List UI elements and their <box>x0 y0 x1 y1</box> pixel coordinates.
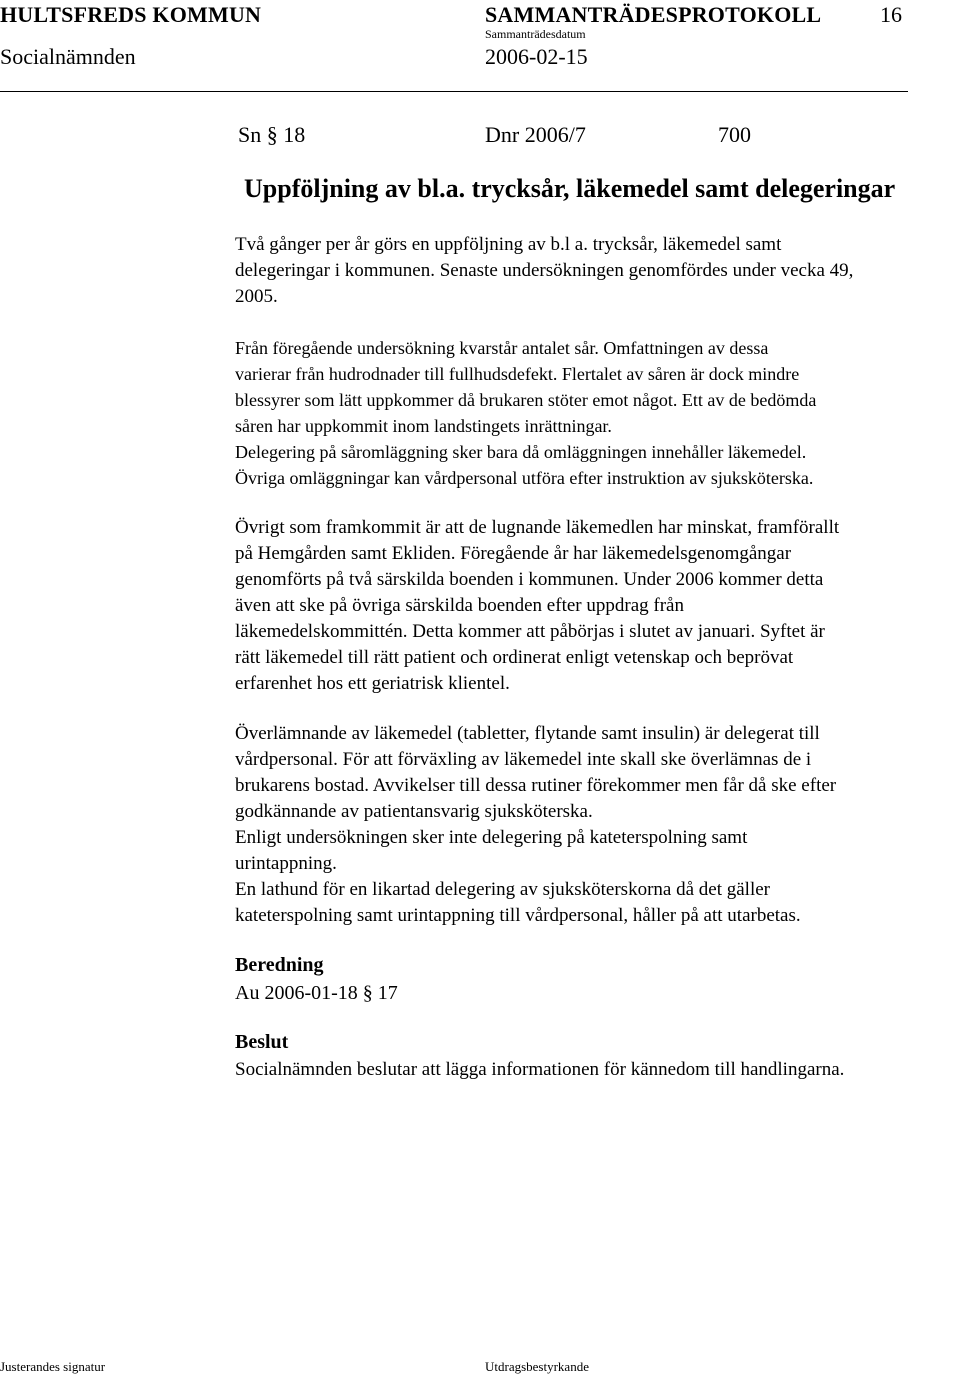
date-label: Sammanträdesdatum <box>485 27 586 41</box>
paragraph-line: genomförts på två särskilda boenden i kommunen. Under 2006 kommer detta <box>235 569 824 590</box>
paragraph-line: Från föregående undersökning kvarstår antalet sår. Omfattningen av dessa <box>235 338 769 358</box>
paragraph-line: erfarenhet hos ett geriatrisk klientel. <box>235 673 510 694</box>
paragraph-line: delegeringar i kommunen. Senaste undersökningen genomfördes under vecka 49, <box>235 260 854 281</box>
committee-name: Socialnämnden <box>0 44 136 69</box>
paragraph-line: Två gånger per år görs en uppföljning av b.l a. trycksår, läkemedel samt <box>235 234 782 255</box>
municipality-name: HULTSFREDS KOMMUN <box>0 2 262 27</box>
paragraph-line: Övriga omläggningar kan vårdpersonal utföra efter instruktion av sjuksköterska. <box>235 468 814 488</box>
diary-number: Dnr 2006/7 <box>485 122 586 147</box>
archive-code: 700 <box>718 122 751 147</box>
beslut-text: Socialnämnden beslutar att lägga informationen för kännedom till handlingarna. <box>235 1059 845 1080</box>
paragraph-line: brukarens bostad. Avvikelser till dessa rutiner förekommer men får då ske efter <box>235 775 837 796</box>
paragraph-line: såren har uppkommit inom landstingets inrättningar. <box>235 416 612 436</box>
paragraph-line: Överlämnande av läkemedel (tabletter, flytande samt insulin) är delegerat till <box>235 723 820 744</box>
paragraph-line: rätt läkemedel till rätt patient och ordinerat enligt vetenskap och beprövat <box>235 647 794 668</box>
protocol-title: SAMMANTRÄDESPROTOKOLL <box>485 2 822 27</box>
paragraph-line: vårdpersonal. För att förväxling av läkemedel inte skall ske överlämnas de i <box>235 749 812 770</box>
paragraph-line: kateterspolning samt urintappning till vårdpersonal, håller på att utarbetas. <box>235 905 801 926</box>
paragraph-line: urintappning. <box>235 853 337 874</box>
paragraph-line: läkemedelskommittén. Detta kommer att påbörjas i slutet av januari. Syftet är <box>235 621 825 642</box>
paragraph-line: Övrigt som framkommit är att de lugnande läkemedlen har minskat, framförallt <box>235 517 840 538</box>
paragraph-line: Enligt undersökningen sker inte delegering på kateterspolning samt <box>235 827 748 848</box>
meeting-date: 2006-02-15 <box>485 44 588 69</box>
paragraph-line: blessyrer som lätt uppkommer då brukaren stöter emot något. Ett av de bedömda <box>235 390 817 410</box>
beredning-heading: Beredning <box>235 954 324 976</box>
beslut-heading: Beslut <box>235 1031 289 1053</box>
page-number: 16 <box>880 2 902 27</box>
paragraph-line: även att ske på övriga särskilda boenden efter uppdrag från <box>235 595 684 616</box>
page-title: Uppföljning av bl.a. trycksår, läkemedel samt delegeringar <box>244 174 896 203</box>
paragraph-line: Delegering på såromläggning sker bara då omläggningen innehåller läkemedel. <box>235 442 807 462</box>
paragraph-line: En lathund för en likartad delegering av sjuksköterskorna då det gäller <box>235 879 770 900</box>
extract-label: Utdragsbestyrkande <box>485 1359 589 1374</box>
signature-label: Justerandes signatur <box>0 1359 106 1374</box>
header-divider <box>0 91 908 92</box>
paragraph-line: godkännande av patientansvarig sjuksköterska. <box>235 801 593 822</box>
paragraph-line: 2005. <box>235 286 278 307</box>
paragraph-line: på Hemgården samt Ekliden. Föregående år har läkemedelsgenomgångar <box>235 543 792 564</box>
beredning-text: Au 2006-01-18 § 17 <box>235 982 398 1004</box>
paragraph-line: varierar från hudrodnader till fullhudsdefekt. Flertalet av såren är dock mindre <box>235 364 800 384</box>
section-number: Sn § 18 <box>238 122 306 147</box>
